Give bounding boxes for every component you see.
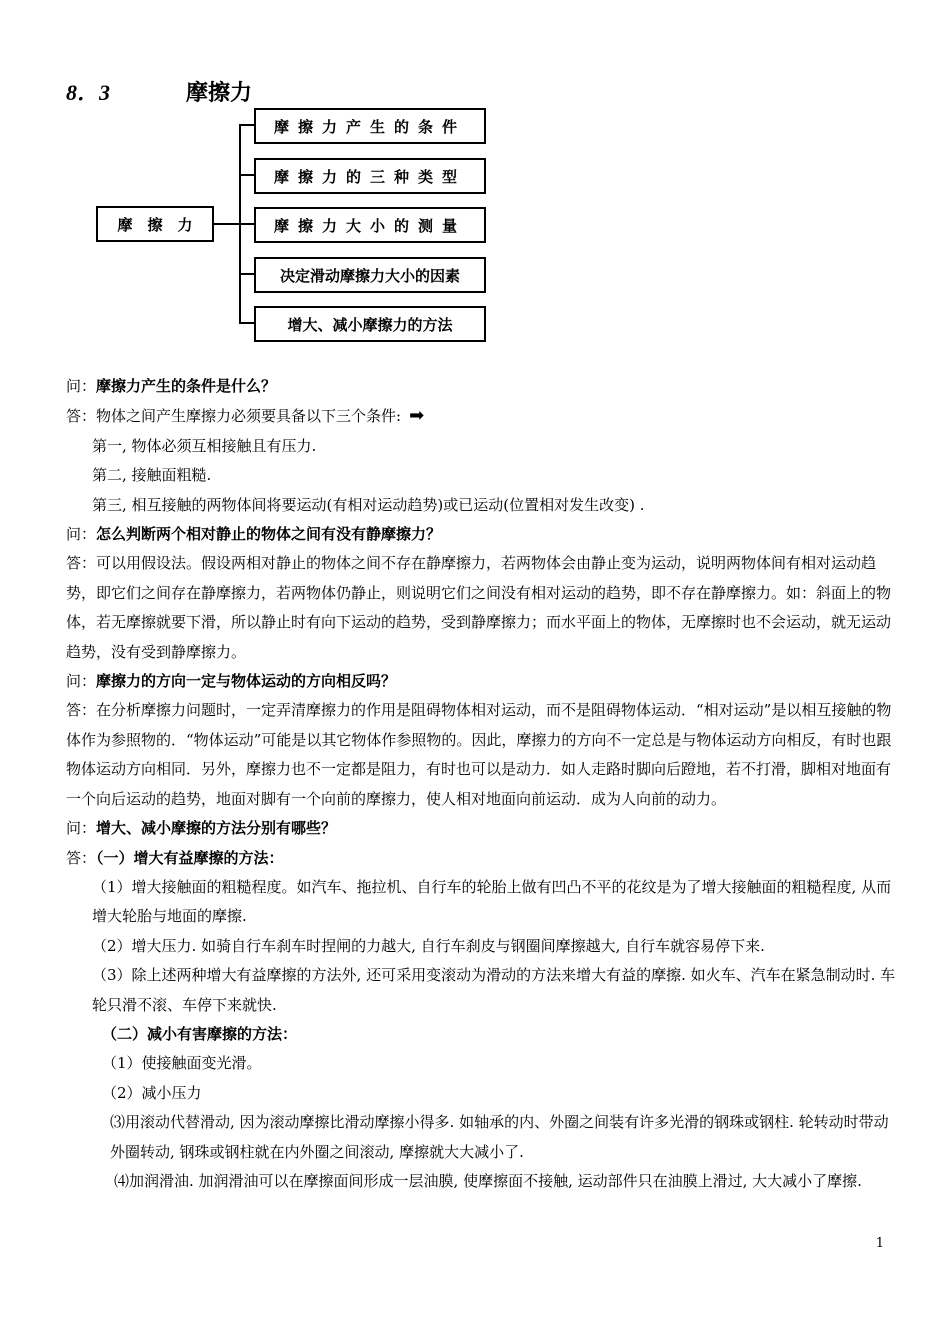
connector-branch-2 bbox=[239, 174, 255, 176]
question-text: 增大、减小摩擦的方法分别有哪些？ bbox=[96, 819, 337, 838]
section-number: 8．3 bbox=[66, 80, 111, 105]
question-prefix: 问： bbox=[66, 525, 97, 544]
question-1 bbox=[66, 372, 896, 401]
concept-diagram bbox=[0, 0, 950, 360]
decrease-method-4: ⑷加润滑油. 加润滑油可以在摩擦面间形成一层油膜, 使摩擦面不接触, 运动部件只在油膜上滑过, 大大减小了摩擦. bbox=[114, 1171, 862, 1190]
question-2 bbox=[66, 520, 896, 549]
increase-method-3: （3）除上述两种增大有益摩擦的方法外, 还可采用变滚动为滑动的方法来增大有益的摩擦. 如火车、汽车在紧急制动时. 车轮只滑不滚、车停下来就快. bbox=[92, 966, 896, 1014]
condition-3: 第三, 相互接触的两物体间将要运动(有相对运动趋势)或已运动(位置相对发生改变) . bbox=[92, 495, 645, 514]
decrease-method-1: （1）使接触面变光滑。 bbox=[102, 1054, 262, 1073]
connector-branch-4 bbox=[239, 273, 255, 275]
question-prefix: 问： bbox=[66, 377, 97, 395]
subheading-increase: （一）增大有益摩擦的方法： bbox=[96, 848, 284, 867]
answer-4-heading bbox=[66, 844, 896, 873]
diagram-branch-4: 决定滑动摩擦力大小的因素 bbox=[254, 257, 486, 293]
qa-content bbox=[66, 372, 896, 1196]
increase-method-2: （2）增大压力. 如骑自行车刹车时捏闸的力越大, 自行车刹皮与钢圈间摩擦越大, 自行车就容易停下来. bbox=[92, 936, 765, 955]
decrease-method-3: ⑶用滚动代替滑动, 因为滚动摩擦比滑动摩擦小得多. 如轴承的内、外圈之间装有许多光滑的钢珠或钢柱. 轮转动时带动外圈转动, 钢珠或钢柱就在内外圈之间滚动, 摩擦就大大减小了. bbox=[110, 1113, 889, 1161]
connector-branch-1 bbox=[239, 124, 255, 126]
connector-branch-5 bbox=[239, 322, 255, 324]
question-text: 怎么判断两个相对静止的物体之间有没有静摩擦力？ bbox=[96, 525, 442, 544]
question-text: 摩擦力的方向一定与物体运动的方向相反吗？ bbox=[96, 672, 397, 691]
question-prefix: 问： bbox=[66, 819, 97, 838]
diagram-branch-1: 摩擦力产生的条件 bbox=[254, 108, 486, 144]
condition-2: 第二, 接触面粗糙. bbox=[92, 466, 212, 485]
diagram-branch-2: 摩擦力的三种类型 bbox=[254, 158, 486, 194]
answer-prefix: 答： bbox=[66, 407, 97, 426]
question-4 bbox=[66, 814, 896, 843]
answer-text: 物体之间产生摩擦力必须要具备以下三个条件: bbox=[96, 407, 402, 426]
condition-1: 第一, 物体必须互相接触且有压力. bbox=[92, 436, 317, 455]
connector-branch-3 bbox=[239, 223, 255, 225]
arrow-right-icon: ➡ bbox=[409, 405, 425, 427]
answer-2: 答：可以用假设法。假设两相对静止的物体之间不存在静摩擦力，若两物体会由静止变为运动，说明两物体间有相对运动趋势，即它们之间存在静摩擦力，若两物体仍静止，则说明它们之间没有相对运动的趋势，即不存在静摩擦力。如：斜面上的物体，若无摩擦就要下滑，所以静止时有向下运动的趋势，受到静摩擦力；而水平面上的物体，无摩擦时也不会运动，就无运动趋势，没有受到静摩擦力。 bbox=[66, 554, 892, 661]
section-title: 摩擦力 bbox=[186, 81, 253, 106]
connector-root bbox=[214, 223, 240, 225]
decrease-method-2: （2）减小压力 bbox=[102, 1083, 202, 1102]
diagram-branch-5: 增大、减小摩擦力的方法 bbox=[254, 306, 486, 342]
answer-3: 答：在分析摩擦力问题时，一定弄清摩擦力的作用是阻碍物体相对运动，而不是阻碍物体运动．“相对运动”是以相互接触的物体作为参照物的．“物体运动”可能是以其它物体作参照物的。因此，摩擦力的方向不一定总是与物体运动方向相反，有时也跟物体运动方向相同．另外，摩擦力也不一定都是阻力，有时也可以是动力．如人走路时脚向后蹬地，若不打滑，脚相对地面有一个向后运动的趋势，地面对脚有一个向前的摩擦力，使人相对地面向前运动．成为人向前的动力。 bbox=[66, 701, 892, 808]
question-3 bbox=[66, 667, 896, 696]
page-number: 1 bbox=[875, 1236, 884, 1251]
question-prefix: 问： bbox=[66, 672, 97, 691]
diagram-root: 摩 擦 力 bbox=[96, 206, 214, 242]
question-text: 摩擦力产生的条件是什么？ bbox=[96, 377, 277, 395]
subheading-decrease: （二）减小有害摩擦的方法： bbox=[102, 1024, 298, 1043]
answer-1 bbox=[66, 401, 896, 431]
increase-method-1: （1）增大接触面的粗糙程度。如汽车、拖拉机、自行车的轮胎上做有凹凸不平的花纹是为了增大接触面的粗糙程度, 从而增大轮胎与地面的摩擦. bbox=[92, 877, 892, 926]
answer-prefix: 答： bbox=[66, 848, 97, 867]
diagram-branch-3: 摩擦力大小的测量 bbox=[254, 207, 486, 243]
